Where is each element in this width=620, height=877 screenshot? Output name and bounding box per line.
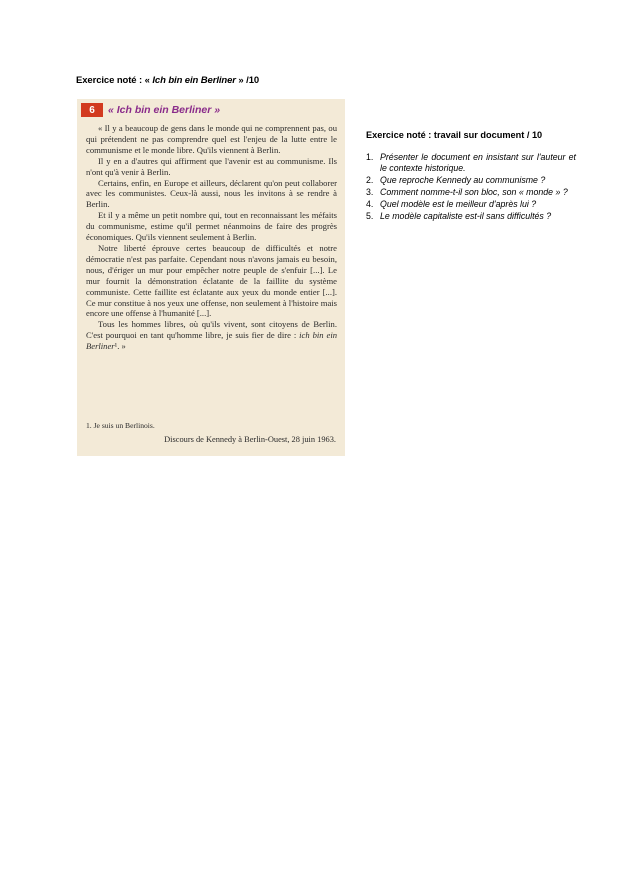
question-text: Quel modèle est le meilleur d'après lui ? [380,199,537,209]
question-number: 3. [366,187,374,197]
question-number: 4. [366,199,374,209]
question-text: Que reproche Kennedy au communisme ? [380,175,546,185]
document-title: « Ich bin ein Berliner » [108,104,221,116]
page-title-suffix: » /10 [235,75,260,86]
page-title-italic: Ich bin ein Berliner [152,75,236,86]
question-item [366,199,576,210]
document-paragraph: Il y en a d'autres qui affirment que l'avenir est au communisme. Ils n'ont qu'à venir à Berlin. [86,155,337,177]
question-number: 2. [366,175,374,185]
document-paragraph-last [86,319,337,352]
document-number-badge: 6 [81,103,103,117]
document-scan [77,99,345,456]
document-paragraph: Certains, enfin, en Europe et ailleurs, déclarent qu'on peut collaborer avec les communistes. Ceux-là aussi, nous les invitons à se rendre à Berlin. [86,177,337,210]
document-text [86,123,337,352]
question-item [366,211,576,222]
question-text: Comment nomme-t-il son bloc, son « monde » ? [380,187,568,197]
document-header [81,103,220,117]
document-footnote: 1. Je suis un Berlinois. [86,421,155,430]
document-paragraph: Et il y a même un petit nombre qui, tout en reconnaissant les méfaits du communisme, estime qu'il permet néanmoins de faire des progrès économiques. Qu'ils viennent seulement à Berlin. [86,210,337,243]
question-number: 5. [366,211,374,221]
question-item [366,175,576,186]
last-paragraph-start: Tous les hommes libres, où qu'ils vivent, sont citoyens de Berlin. C'est pourquoi en tant qu'homme libre, je suis fier de dire : [86,319,337,341]
question-text: Le modèle capitaliste est-il sans difficultés ? [380,211,552,221]
page-title [76,75,259,86]
document-source: Discours de Kennedy à Berlin-Ouest, 28 juin 1963. [164,435,336,444]
document-paragraph: Notre liberté éprouve certes beaucoup de difficultés et notre démocratie n'est pas parfaite. Cependant nous n'avons jamais eu besoin, nous, d'ériger un mur pour empêcher notre peuple de s'enfuir [...]. Le mur fournit la démonstration éclatante de la faillite du système communiste. Cette faillite est éclatante aux yeux du monde entier [...]. Ce mur constitue à nos yeux une offense, non seulement à l'histoire mais encore une offense à l'humanité [...]. [86,242,337,319]
question-number: 1. [366,152,374,162]
question-text: Présenter le document en insistant sur l'auteur et le contexte historique. [380,152,576,173]
question-list [366,152,576,223]
question-item [366,187,576,198]
assignment-title: Exercice noté : travail sur document / 10 [366,130,543,140]
last-paragraph-end: ¹. » [114,341,126,352]
question-item [366,152,576,174]
document-paragraph: « Il y a beaucoup de gens dans le monde qui ne comprennent pas, ou qui prétendent ne pas comprendre quel est l'enjeu de la lutte entre le communisme et le monde libre. Qu'ils viennent à Berlin. [86,123,337,155]
page-title-prefix: Exercice noté : « [76,75,153,86]
last-paragraph-quote: ich bin ein Berliner [86,330,338,352]
